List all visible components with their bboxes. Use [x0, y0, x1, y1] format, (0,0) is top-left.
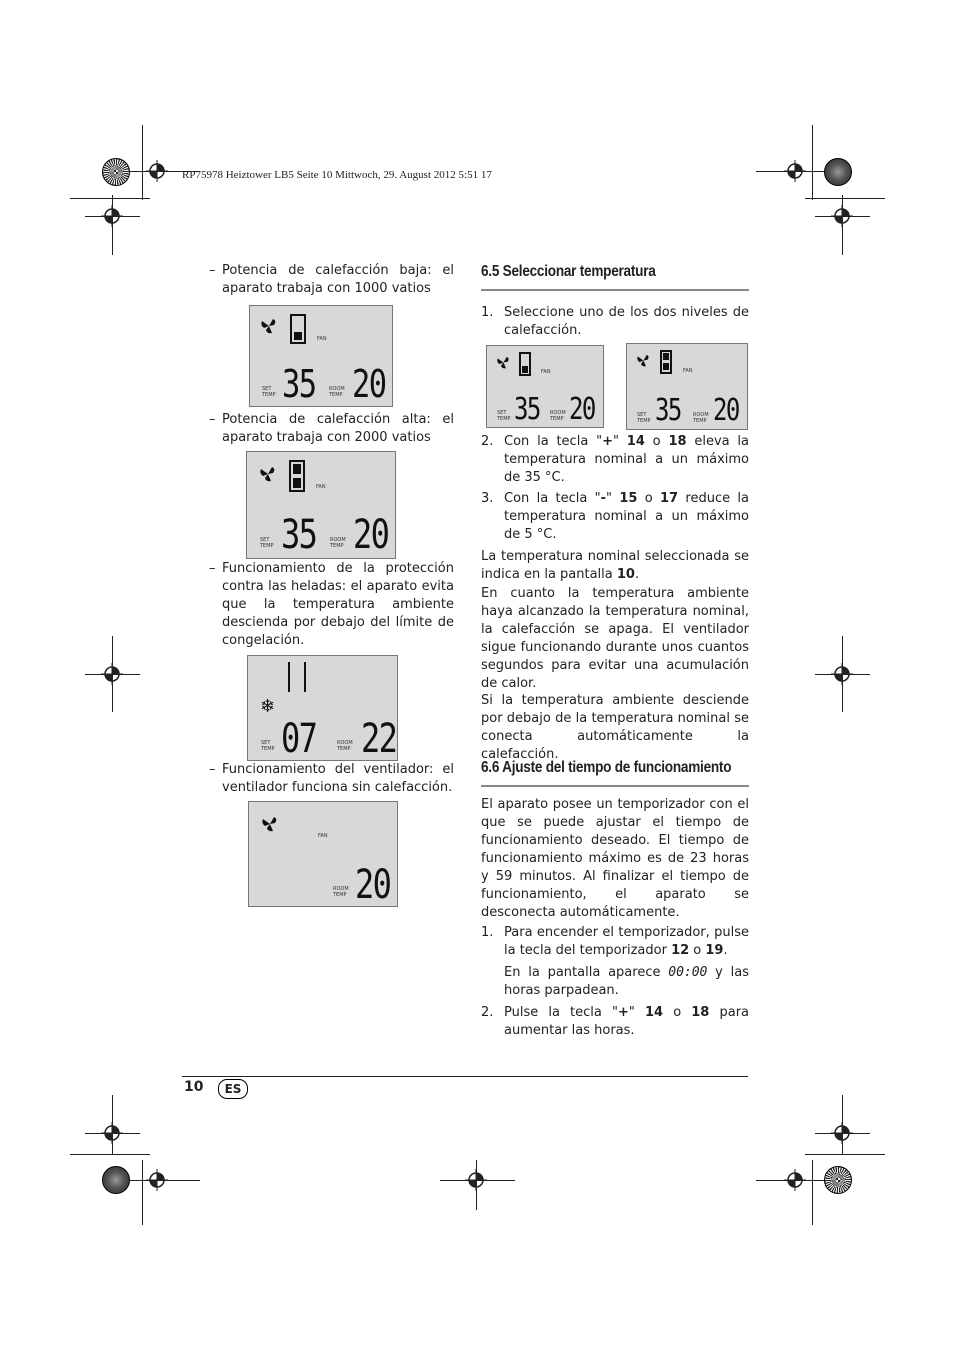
- crop-mark: [805, 198, 885, 199]
- registration-target-icon: [101, 663, 123, 685]
- step-number: 1.: [481, 925, 494, 940]
- fan-label: FAN: [317, 336, 327, 342]
- room-temp-value: 20: [569, 392, 595, 427]
- lcd-display-level-1: [486, 345, 604, 428]
- heat-level-bar: [293, 478, 301, 488]
- print-slug: RP75978 Heiztower LB5 Seite 10 Mittwoch, 29. August 2012 5:51 17: [182, 169, 492, 181]
- fan-label: FAN: [683, 368, 693, 374]
- list-item-fan-only: [209, 761, 454, 797]
- set-temp-value: 35: [514, 392, 540, 427]
- set-temp-label: SET TEMP: [261, 740, 275, 752]
- list-item-text: Funcionamiento de la protección contra las heladas: el aparato evita que la temperatura ambiente descienda por debajo del límite de congelación.: [222, 561, 454, 648]
- heat-level-bar: [294, 332, 302, 340]
- registration-target-icon: [831, 205, 853, 227]
- registration-target-icon: [784, 1169, 806, 1191]
- room-temp-value: 20: [355, 862, 391, 907]
- list-dash: –: [209, 561, 216, 576]
- step-number: 1.: [481, 305, 494, 320]
- fan-icon: [260, 318, 278, 334]
- room-temp-label: ROOM TEMP: [337, 740, 353, 752]
- heat-level-bar: [293, 464, 301, 474]
- room-temp-label: ROOM TEMP: [330, 537, 346, 549]
- list-item-frost-protection: [209, 560, 454, 650]
- set-temp-label: SET TEMP: [262, 386, 276, 398]
- timer-step-1: [481, 924, 749, 1000]
- lcd-display-fan-only: [248, 801, 398, 907]
- list-item-text: Potencia de calefacción baja: el aparato trabaja con 1000 vatios: [222, 263, 454, 296]
- page-number: 10: [184, 1079, 204, 1095]
- fan-label: FAN: [316, 484, 326, 490]
- color-control-disc: [824, 158, 852, 186]
- registration-target-icon: [101, 1122, 123, 1144]
- lcd-display-level-2: [626, 343, 748, 430]
- paragraph-display: La temperatura nominal seleccionada se indica en la pantalla 10.: [481, 549, 749, 582]
- crop-mark: [812, 125, 813, 200]
- room-temp-value: 20: [353, 512, 389, 558]
- set-temp-label: SET TEMP: [497, 410, 511, 422]
- room-temp-value: 20: [713, 393, 739, 428]
- paragraph-timer: El aparato posee un temporizador con el que se puede ajustar el tiempo de funcionamiento deseado. El tiempo de funcionamiento máximo es de 23 horas y 59 minutos. Al finalizar el tiempo de funcionamiento, el aparato se desconecta automáticamente.: [481, 797, 749, 920]
- lcd-display-low-power: [249, 305, 393, 407]
- room-temp-label: ROOM TEMP: [693, 412, 709, 424]
- room-temp-label: ROOM TEMP: [333, 886, 349, 898]
- step-text: Para encender el temporizador, pulse la tecla del temporizador 12 o 19.: [504, 925, 749, 958]
- crop-mark: [805, 1154, 885, 1155]
- registration-target-icon: [831, 663, 853, 685]
- step-note: En la pantalla aparece 00:00 y las horas parpadean.: [504, 965, 749, 998]
- list-item-high-power: [209, 411, 454, 447]
- registration-target-icon: [784, 160, 806, 182]
- set-temp-value: 35: [281, 512, 317, 558]
- step-number: 2.: [481, 434, 494, 449]
- paragraph-heating-on: Si la temperatura ambiente desciende por debajo de la temperatura nominal se conecta automáticamente la calefacción.: [481, 693, 749, 762]
- step-3-lower-temp: [481, 490, 749, 544]
- heading-rule: [481, 289, 749, 291]
- set-temp-label: SET TEMP: [637, 412, 651, 424]
- timer-display-value: 00:00: [668, 965, 708, 980]
- list-item-text: Potencia de calefacción alta: el aparato trabaja con 2000 vatios: [222, 412, 454, 445]
- color-control-disc: [102, 158, 130, 186]
- heat-level-bar: [663, 353, 669, 360]
- registration-target-icon: [146, 160, 168, 182]
- crop-mark: [70, 198, 150, 199]
- fan-label: FAN: [318, 833, 328, 839]
- list-item-text: Funcionamiento del ventilador: el ventilador funciona sin calefacción.: [222, 762, 454, 795]
- registration-target-icon: [101, 205, 123, 227]
- step-2-raise-temp: [481, 433, 749, 487]
- paragraph-heating-off: En cuanto la temperatura ambiente haya alcanzado la temperatura nominal, la calefacción se apaga. El ventilador sigue funcionando durante unos cuantos segundos para evitar una acumulación de calor.: [481, 586, 749, 691]
- registration-target-icon: [831, 1122, 853, 1144]
- color-control-disc: [102, 1166, 130, 1194]
- timer-step-2: [481, 1004, 749, 1040]
- set-temp-value: 35: [282, 362, 316, 406]
- fan-icon: [259, 466, 277, 482]
- step-number: 2.: [481, 1005, 494, 1020]
- lcd-display-high-power: [246, 451, 396, 559]
- section-heading-6-5: 6.5 Seleccionar temperatura: [481, 263, 656, 280]
- step-text: Pulse la tecla "+" 14 o 18 para aumentar las horas.: [504, 1005, 750, 1038]
- step-text: Con la tecla "-" 15 o 17 reduce la temperatura nominal a un máximo de 5 °C.: [504, 491, 749, 542]
- list-dash: –: [209, 263, 216, 278]
- section-heading-6-6: 6.6 Ajuste del tiempo de funcionamiento: [481, 759, 732, 776]
- fan-icon: [261, 816, 279, 832]
- step-1-select-level: [481, 304, 749, 340]
- crop-mark: [812, 1160, 813, 1225]
- crop-mark: [142, 1160, 143, 1225]
- heat-level-bar: [522, 366, 528, 373]
- list-dash: –: [209, 762, 216, 777]
- crop-mark: [142, 125, 143, 200]
- language-badge: ES: [218, 1079, 248, 1099]
- room-temp-value: 20: [352, 362, 386, 406]
- list-dash: –: [209, 412, 216, 427]
- list-item-low-power: [209, 262, 454, 298]
- registration-target-icon: [465, 1169, 487, 1191]
- footer-rule: [182, 1076, 748, 1077]
- lcd-display-frost: [247, 655, 398, 761]
- step-number: 3.: [481, 491, 494, 506]
- fan-icon: [636, 354, 651, 367]
- room-temp-value: 22: [361, 716, 397, 761]
- step-text: Seleccione uno de los dos niveles de calefacción.: [504, 305, 749, 338]
- fan-icon: [496, 356, 511, 369]
- room-temp-label: ROOM TEMP: [550, 410, 566, 422]
- heat-level-outline: [288, 662, 290, 692]
- registration-target-icon: [146, 1169, 168, 1191]
- set-temp-label: SET TEMP: [260, 537, 274, 549]
- heading-rule: [481, 785, 749, 787]
- set-temp-value: 35: [655, 393, 681, 428]
- fan-label: FAN: [541, 369, 551, 375]
- heat-level-bar: [663, 363, 669, 370]
- crop-mark: [70, 1154, 150, 1155]
- step-text: Con la tecla "+" 14 o 18 eleva la temperatura nominal a un máximo de 35 °C.: [504, 434, 750, 485]
- snowflake-icon: ❄: [260, 696, 276, 717]
- room-temp-label: ROOM TEMP: [329, 386, 345, 398]
- set-temp-value: 07: [281, 716, 317, 761]
- heat-level-outline: [304, 662, 306, 692]
- color-control-disc: [824, 1166, 852, 1194]
